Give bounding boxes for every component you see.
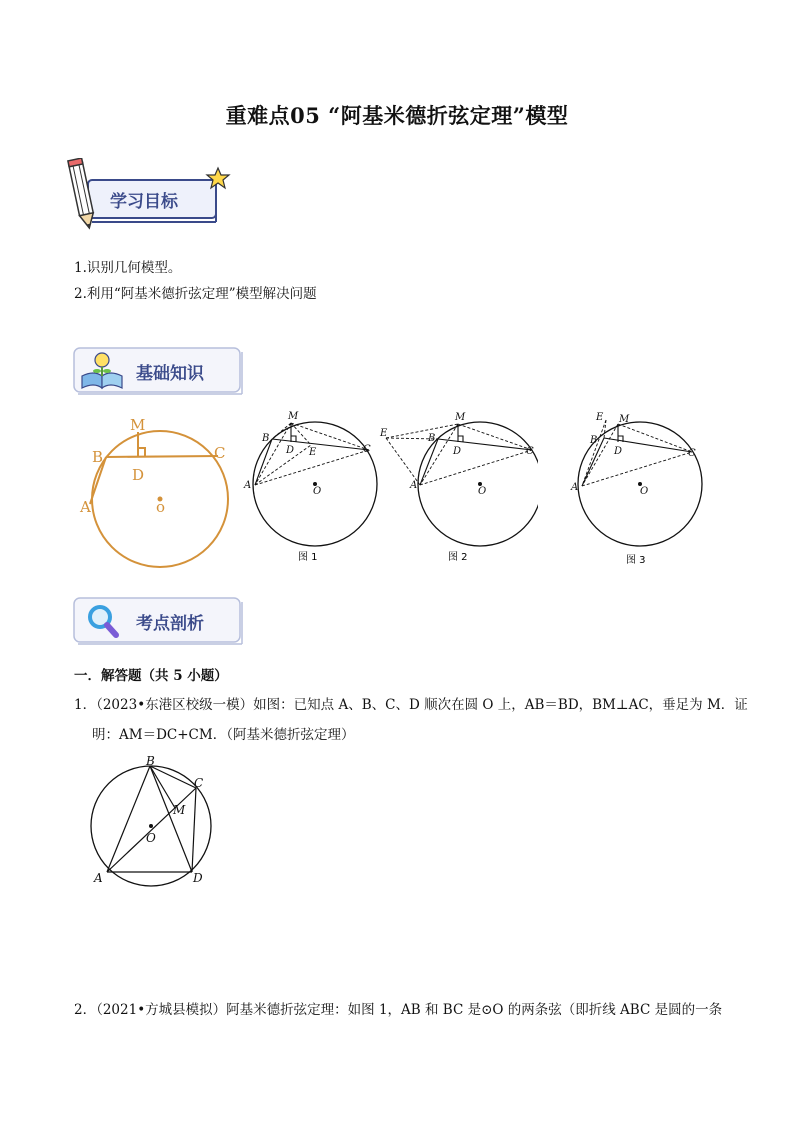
point-label: A (94, 871, 103, 885)
point-label: O (640, 486, 649, 497)
point-label: D (453, 446, 462, 457)
question-2 (74, 1000, 764, 1020)
point-label: C (526, 446, 534, 457)
point-label: D (286, 445, 295, 456)
point-label: C (194, 776, 204, 790)
figure-caption: 图 3 (626, 555, 646, 566)
question-text: 阿基米德折弦定理：如图 1，AB 和 BC 是⊙O 的两条弦（即折线 ABC 是圆的一条 (226, 1002, 723, 1018)
question-number: 2． (74, 1002, 97, 1018)
section-heading: 一．解答题（共 5 小题） (74, 668, 228, 684)
question-text: 如图：已知点 A、B、C、D 顺次在圆 O 上，AB＝BD，BM⊥AC，垂足为 M．证 (253, 697, 748, 713)
point-label: B (590, 435, 598, 446)
point-label: A (571, 482, 579, 493)
figure-1 (240, 406, 380, 568)
point-label: O (478, 486, 487, 497)
analysis-badge (72, 596, 246, 646)
point-label: M (619, 414, 630, 425)
point-label: O (146, 831, 156, 845)
point-label: O (313, 486, 322, 497)
label-O: o (156, 498, 166, 516)
figure-caption: 图 1 (298, 552, 318, 563)
point-label: M (288, 411, 299, 422)
basics-label: 基础知识 (136, 364, 204, 384)
point-label: A (244, 480, 252, 491)
question-source: （2023•东港区校级一模） (96, 697, 254, 713)
goals-label: 学习目标 (110, 192, 178, 212)
point-label: A (410, 480, 418, 491)
label-A: A (80, 498, 91, 516)
figure-caption: 图 2 (448, 552, 468, 563)
basics-badge (72, 346, 246, 396)
point-label: B (428, 433, 436, 444)
point-label: B (262, 433, 270, 444)
figure-3 (566, 406, 706, 568)
goals-badge (66, 158, 236, 234)
hand-drawn-figure (72, 412, 242, 572)
question-1 (74, 695, 754, 715)
goal-item: 2.利用“阿基米德折弦定理”模型解决问题 (74, 286, 317, 302)
goal-item: 1.识别几何模型。 (74, 260, 182, 276)
question-1-figure (84, 754, 224, 890)
point-label: E (309, 447, 317, 458)
point-label: C (688, 448, 696, 459)
point-label: M (455, 412, 466, 423)
point-label: E (380, 428, 388, 439)
point-label: E (596, 412, 604, 423)
question-number: 1． (74, 697, 97, 713)
question-source: （2021•方城县模拟） (96, 1002, 227, 1018)
question-1-line2: 明：AM＝DC+CM．（阿基米德折弦定理） (92, 727, 355, 743)
analysis-label: 考点剖析 (136, 614, 204, 634)
point-label: M (173, 803, 186, 817)
point-label: C (363, 444, 371, 455)
point-label: D (614, 446, 623, 457)
point-label: D (193, 871, 203, 885)
label-M: M (130, 416, 146, 434)
label-B: B (92, 448, 104, 466)
label-D: D (132, 466, 145, 484)
figure-2 (378, 406, 538, 568)
label-C: C (214, 444, 226, 462)
page-title: 重难点05 “阿基米德折弦定理”模型 (225, 103, 569, 128)
point-label: B (146, 754, 155, 768)
